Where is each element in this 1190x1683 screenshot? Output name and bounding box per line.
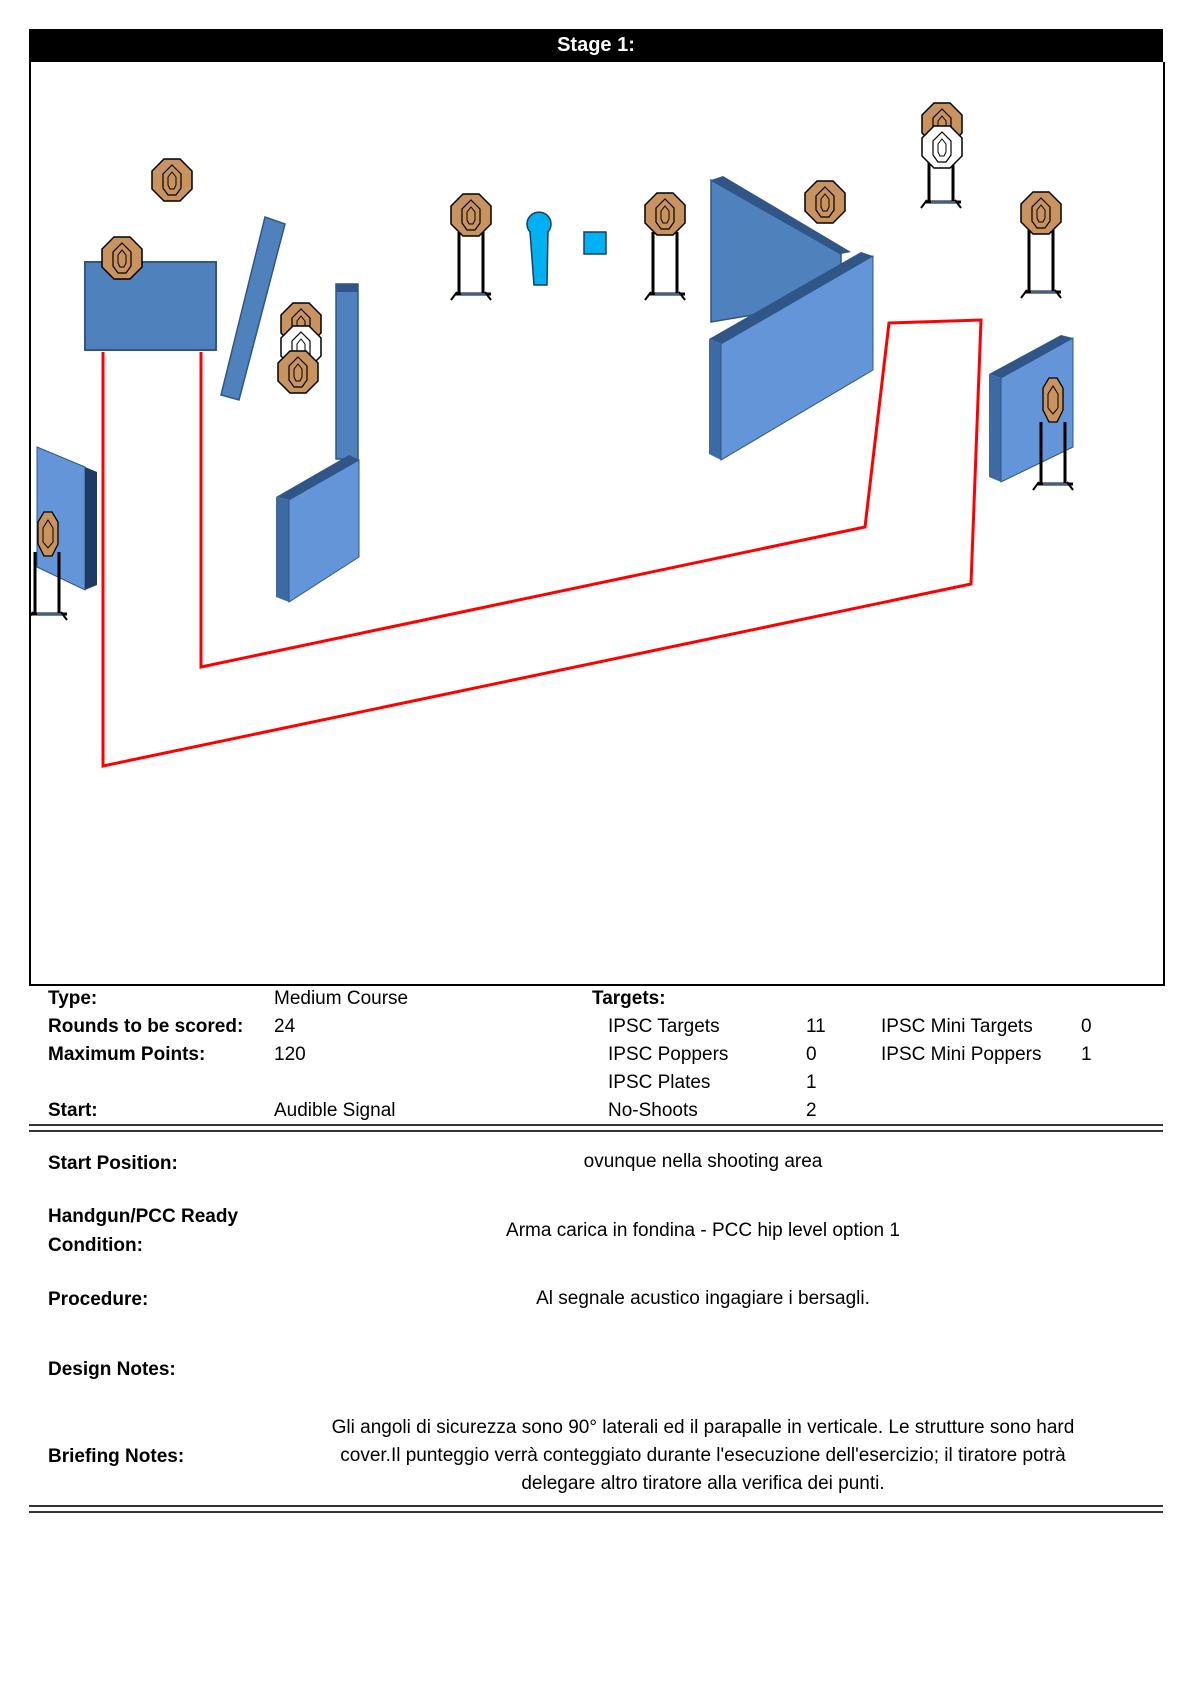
briefing-notes-label: Briefing Notes: xyxy=(48,1446,185,1467)
mini-popper xyxy=(527,212,551,285)
divider xyxy=(29,1124,1163,1126)
ready-condition-label-1: Handgun/PCC Ready xyxy=(48,1206,239,1227)
max-points-label: Maximum Points: xyxy=(48,1044,206,1065)
ipsc-target xyxy=(278,351,318,393)
ipsc-targets-label: IPSC Targets xyxy=(608,1016,720,1037)
divider xyxy=(29,1511,1163,1513)
ready-condition-value: Arma carica in fondina - PCC hip level option 1 xyxy=(506,1220,900,1241)
rounds-value: 24 xyxy=(274,1016,296,1037)
divider xyxy=(29,1505,1163,1507)
stage-title: Stage 1: xyxy=(29,29,1163,62)
ipsc-target-on-stand xyxy=(451,194,491,300)
procedure-label: Procedure: xyxy=(48,1289,149,1310)
mini-poppers-value: 1 xyxy=(1081,1044,1092,1065)
ipsc-target xyxy=(102,237,142,279)
ipsc-plates-value: 1 xyxy=(806,1072,817,1093)
wall-top-left-barricade xyxy=(85,262,216,350)
type-value: Medium Course xyxy=(274,988,409,1009)
briefing-notes-line-2: cover.Il punteggio verrà conteggiato durante l'esecuzione dell'esercizio; il tiratore potrà xyxy=(340,1445,1066,1466)
ipsc-target-on-stand xyxy=(1021,192,1061,298)
no-shoots-value: 2 xyxy=(806,1100,817,1121)
rounds-label: Rounds to be scored: xyxy=(48,1016,244,1037)
mini-poppers-label: IPSC Mini Poppers xyxy=(881,1044,1042,1065)
start-position-value: ovunque nella shooting area xyxy=(583,1151,823,1172)
ipsc-target xyxy=(805,181,845,223)
ipsc-poppers-value: 0 xyxy=(806,1044,817,1065)
mini-targets-value: 0 xyxy=(1081,1016,1092,1037)
ipsc-plates-label: IPSC Plates xyxy=(608,1072,711,1093)
ready-condition-label-2: Condition: xyxy=(48,1235,143,1256)
ipsc-poppers-label: IPSC Poppers xyxy=(608,1044,729,1065)
max-points-value: 120 xyxy=(274,1044,306,1065)
ipsc-target xyxy=(152,159,192,201)
start-value: Audible Signal xyxy=(274,1100,396,1121)
design-notes-label: Design Notes: xyxy=(48,1359,176,1380)
wall-post-vertical xyxy=(336,284,358,459)
ipsc-target-on-stand xyxy=(645,193,685,300)
ipsc-targets-value: 11 xyxy=(806,1016,826,1037)
briefing-notes-line-3: delegare altro tiratore alla verifica dei punti. xyxy=(521,1473,885,1494)
start-label: Start: xyxy=(48,1100,98,1121)
wall-slanted-left xyxy=(221,217,285,400)
ipsc-plate xyxy=(584,232,606,254)
briefing-notes-line-1: Gli angoli di sicurezza sono 90° laterali ed il parapalle in verticale. Le strutture sono hard xyxy=(331,1417,1075,1438)
no-shoots-label: No-Shoots xyxy=(608,1100,698,1121)
targets-heading: Targets: xyxy=(592,988,666,1009)
wall-center-left-panel xyxy=(276,455,359,602)
mini-targets-label: IPSC Mini Targets xyxy=(881,1016,1033,1037)
type-label: Type: xyxy=(48,988,98,1009)
procedure-value: Al segnale acustico ingagiare i bersagli. xyxy=(536,1288,870,1309)
stage-diagram xyxy=(29,62,1165,986)
start-position-label: Start Position: xyxy=(48,1153,178,1174)
divider xyxy=(29,1130,1163,1132)
ipsc-target-on-stand xyxy=(921,103,962,208)
